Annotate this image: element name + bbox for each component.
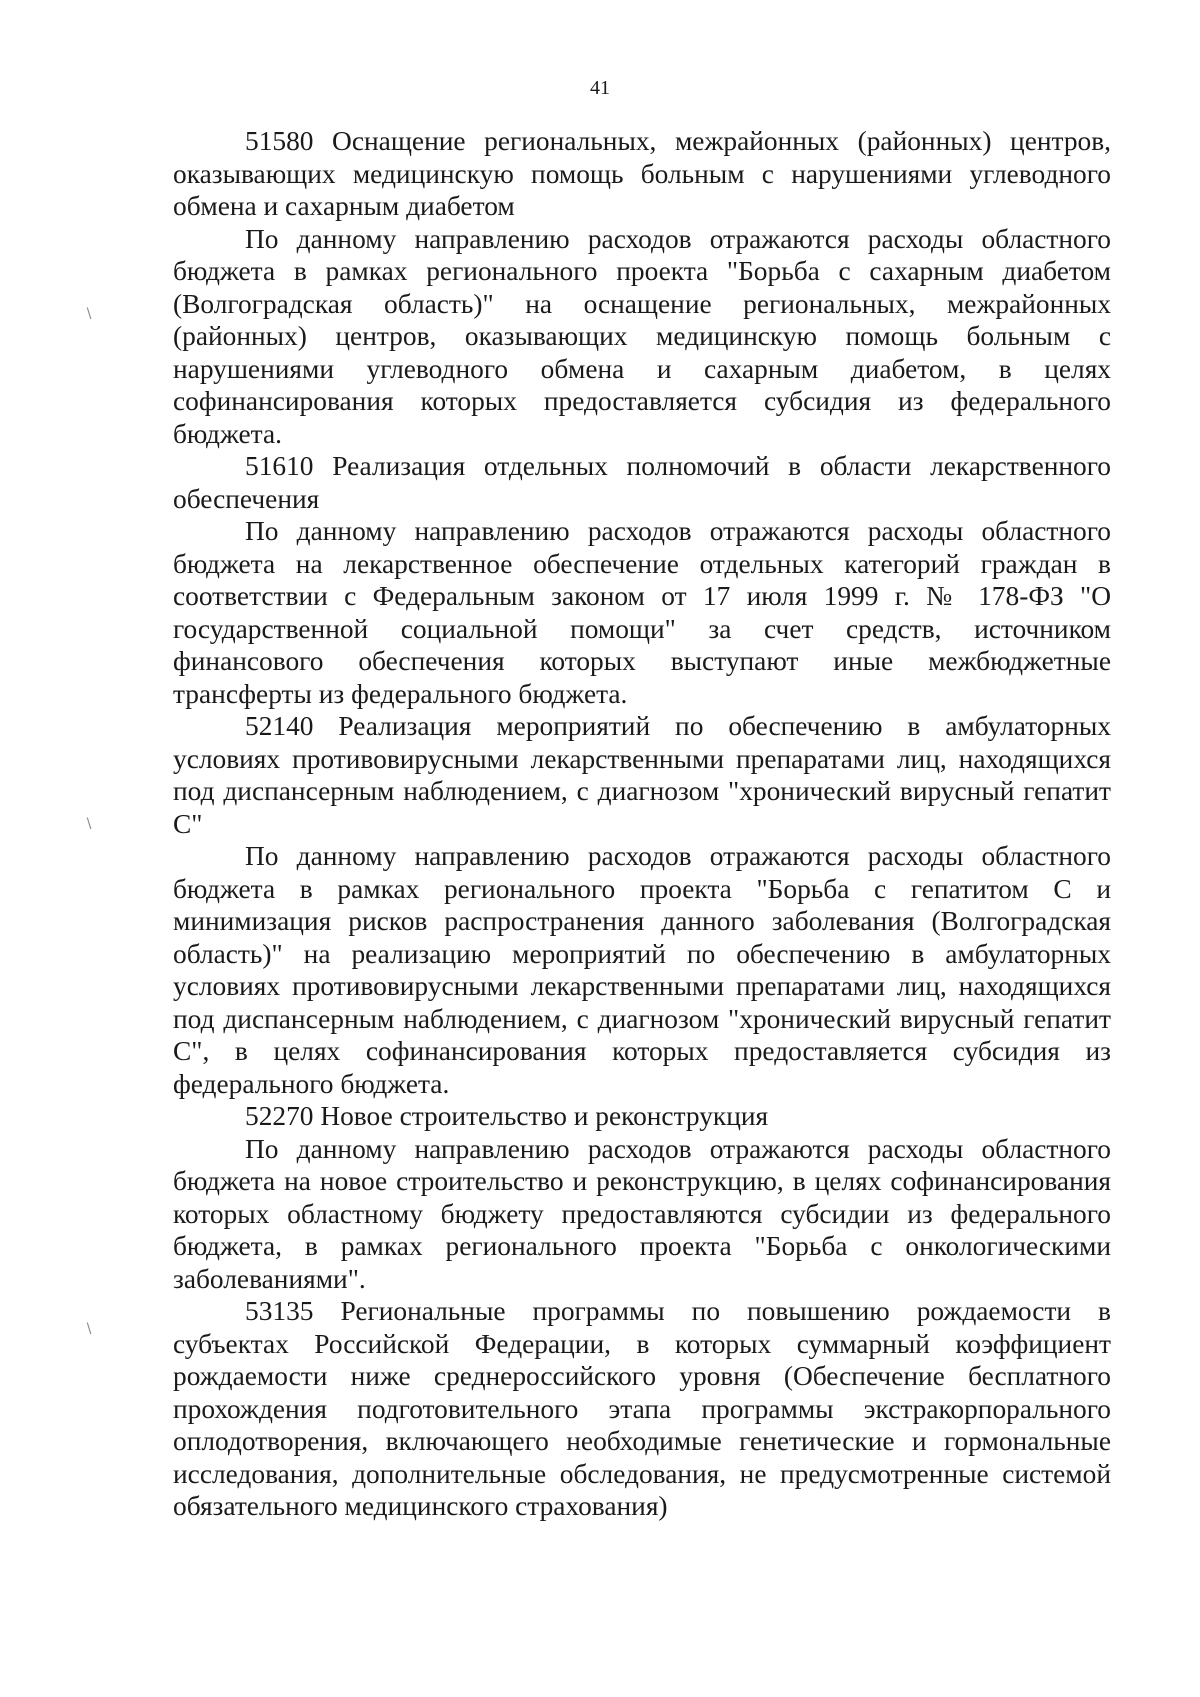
section-heading-51580: 51580 Оснащение региональных, межрайонных (районных) центров, оказывающих медицинскую помощь больным с нарушениями углеводного обмена и сахарным диабетом (173, 126, 1111, 221)
section-text-52140: По данному направлению расходов отражаются расходы областного бюджета в рамках регионального проекта "Борьба с гепатитом С и минимизация рисков распространения данного заболевания (Волгоградская область)" на реализацию мероприятий по обеспечению в амбулаторных условиях противовирусными лекарственными препаратами лиц, находящихся под диспансерным наблюдением, с диагнозом "хронический вирусный гепатит С", в целях софинансирования которых предоставляется субсидия из федерального бюджета. (173, 841, 1111, 1099)
scan-speck: ∖ (84, 815, 93, 831)
document-body (173, 125, 1111, 1523)
section-text-51580: По данному направлению расходов отражаются расходы областного бюджета в рамках регионального проекта "Борьба с сахарным диабетом (Волгоградская область)" на оснащение региональных, межрайонных (районных) центров, оказывающих медицинскую помощь больным с нарушениями углеводного обмена и сахарным диабетом, в целях софинансирования которых предоставляется субсидия из федерального бюджета. (173, 223, 1111, 449)
section-heading-51610: 51610 Реализация отдельных полномочий в области лекарственного обеспечения (173, 451, 1111, 514)
section-text-51610: По данному направлению расходов отражаются расходы областного бюджета на лекарственное обеспечение отдельных категорий граждан в соответствии с Федеральным законом от 17 июля 1999 г. № 178-ФЗ "О государственной социальной помощи" за счет средств, источником финансового обеспечения которых выступают иные межбюджетные трансферты из федерального бюджета. (173, 516, 1111, 709)
page-number: 41 (590, 77, 610, 99)
scan-speck: ∖ (84, 305, 93, 321)
section-heading-52140: 52140 Реализация мероприятий по обеспечению в амбулаторных условиях противовирусными лекарственными препаратами лиц, находящихся под диспансерным наблюдением, с диагнозом "хронический вирусный гепатит С" (173, 711, 1111, 839)
section-text-52270: По данному направлению расходов отражаются расходы областного бюджета на новое строительство и реконструкцию, в целях софинансирования которых областному бюджету предоставляются субсидии из федерального бюджета, в рамках регионального проекта "Борьба с онкологическими заболеваниями". (173, 1133, 1111, 1294)
section-heading-53135: 53135 Региональные программы по повышению рождаемости в субъектах Российской Федерации, в которых суммарный коэффициент рождаемости ниже среднероссийского уровня (Обеспечение бесплатного прохождения подготовительного этапа программы экстракорпорального оплодотворения, включающего необходимые генетические и гормональные исследования, дополнительные обследования, не предусмотренные системой обязательного медицинского страхования) (173, 1296, 1111, 1521)
scan-speck: ∖ (84, 1320, 93, 1336)
section-heading-52270: 52270 Новое строительство и реконструкция (245, 1101, 769, 1131)
